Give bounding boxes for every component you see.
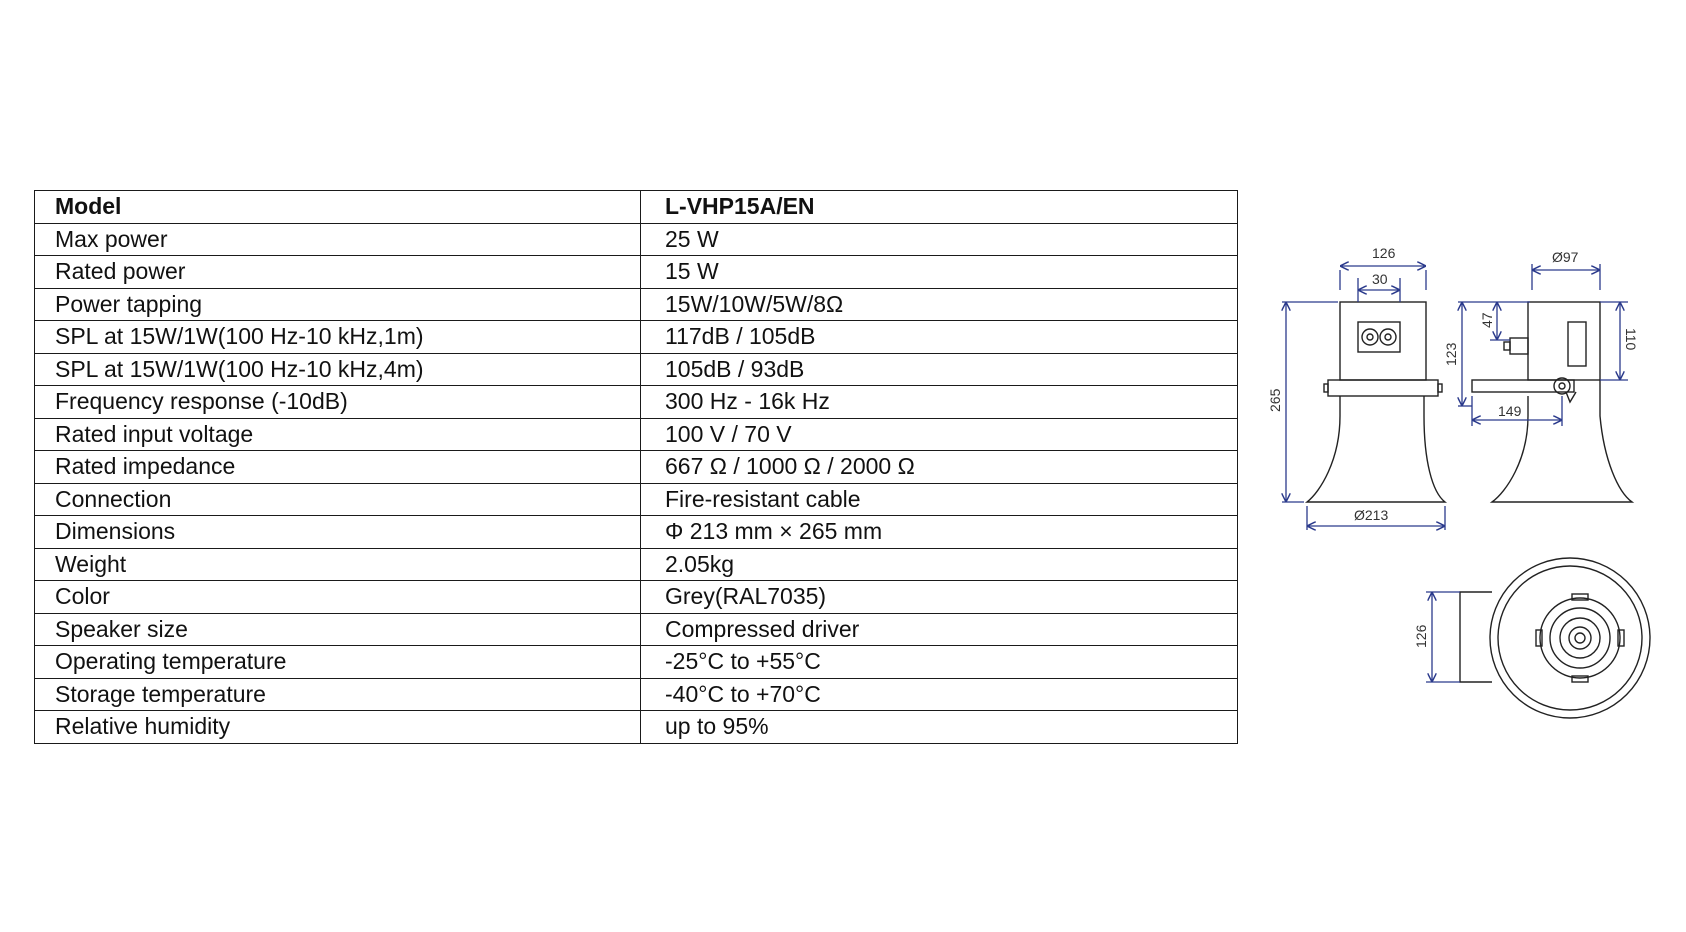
spec-row [35, 646, 1238, 679]
side-dimensions [1458, 264, 1628, 426]
spec-label: SPL at 15W/1W(100 Hz-10 kHz,1m) [35, 321, 641, 354]
front-height-label: 265 [1267, 388, 1283, 412]
spec-row [35, 418, 1238, 451]
front-diameter-label: Ø213 [1354, 507, 1389, 523]
side-height-label: 123 [1443, 342, 1459, 366]
dimension-drawing [1260, 230, 1670, 750]
front-horn [1307, 396, 1445, 502]
spec-value: 117dB / 105dB [641, 321, 1238, 354]
side-view [1472, 302, 1632, 502]
spec-row [35, 516, 1238, 549]
front-view [1307, 302, 1445, 502]
spec-value: Grey(RAL7035) [641, 581, 1238, 614]
spec-label: SPL at 15W/1W(100 Hz-10 kHz,4m) [35, 353, 641, 386]
spec-value: 25 W [641, 223, 1238, 256]
spec-row [35, 678, 1238, 711]
spec-row [35, 386, 1238, 419]
bottom-width-label: 126 [1413, 624, 1429, 648]
spec-value: Fire-resistant cable [641, 483, 1238, 516]
spec-label: Rated power [35, 256, 641, 289]
spec-label: Speaker size [35, 613, 641, 646]
front-terminal-block [1358, 322, 1400, 352]
bottom-dimensions [1426, 592, 1460, 682]
spec-row [35, 288, 1238, 321]
spec-row [35, 613, 1238, 646]
spec-label: Power tapping [35, 288, 641, 321]
front-dimensions [1282, 266, 1445, 530]
side-cable-gland [1510, 338, 1528, 354]
bottom-horn-rim [1490, 558, 1650, 718]
front-bracket-band [1328, 380, 1438, 396]
bottom-bracket [1460, 592, 1492, 682]
spec-header-value: L-VHP15A/EN [641, 191, 1238, 224]
spec-label: Storage temperature [35, 678, 641, 711]
spec-label: Frequency response (-10dB) [35, 386, 641, 419]
spec-row [35, 223, 1238, 256]
side-body-label: 110 [1623, 328, 1639, 351]
spec-label: Rated input voltage [35, 418, 641, 451]
spec-header-label: Model [35, 191, 641, 224]
spec-row [35, 548, 1238, 581]
spec-value: 15W/10W/5W/8Ω [641, 288, 1238, 321]
spec-value: -40°C to +70°C [641, 678, 1238, 711]
front-driver-housing [1340, 302, 1426, 380]
spec-value: Φ 213 mm × 265 mm [641, 516, 1238, 549]
spec-row [35, 581, 1238, 614]
spec-value: 100 V / 70 V [641, 418, 1238, 451]
spec-row [35, 483, 1238, 516]
spec-value: -25°C to +55°C [641, 646, 1238, 679]
side-driver-housing [1528, 302, 1600, 380]
spec-label: Rated impedance [35, 451, 641, 484]
spec-value: 15 W [641, 256, 1238, 289]
spec-value: 2.05kg [641, 548, 1238, 581]
side-bracket-label: 149 [1498, 403, 1522, 419]
spec-row [35, 321, 1238, 354]
spec-label: Max power [35, 223, 641, 256]
spec-label: Operating temperature [35, 646, 641, 679]
front-width-label: 126 [1372, 245, 1396, 261]
spec-value: up to 95% [641, 711, 1238, 744]
bottom-view [1460, 558, 1650, 718]
spec-label: Dimensions [35, 516, 641, 549]
front-terminal-label: 30 [1372, 271, 1388, 287]
spec-header-row [35, 191, 1238, 224]
side-top-label: 47 [1479, 312, 1495, 328]
spec-label: Weight [35, 548, 641, 581]
spec-row [35, 256, 1238, 289]
spec-row [35, 711, 1238, 744]
spec-value: 300 Hz - 16k Hz [641, 386, 1238, 419]
spec-label: Color [35, 581, 641, 614]
spec-label: Relative humidity [35, 711, 641, 744]
spec-label: Connection [35, 483, 641, 516]
spec-value: 105dB / 93dB [641, 353, 1238, 386]
spec-table [34, 190, 1238, 744]
spec-row [35, 451, 1238, 484]
spec-value: Compressed driver [641, 613, 1238, 646]
side-diameter-label: Ø97 [1552, 249, 1579, 265]
spec-value: 667 Ω / 1000 Ω / 2000 Ω [641, 451, 1238, 484]
spec-row [35, 353, 1238, 386]
